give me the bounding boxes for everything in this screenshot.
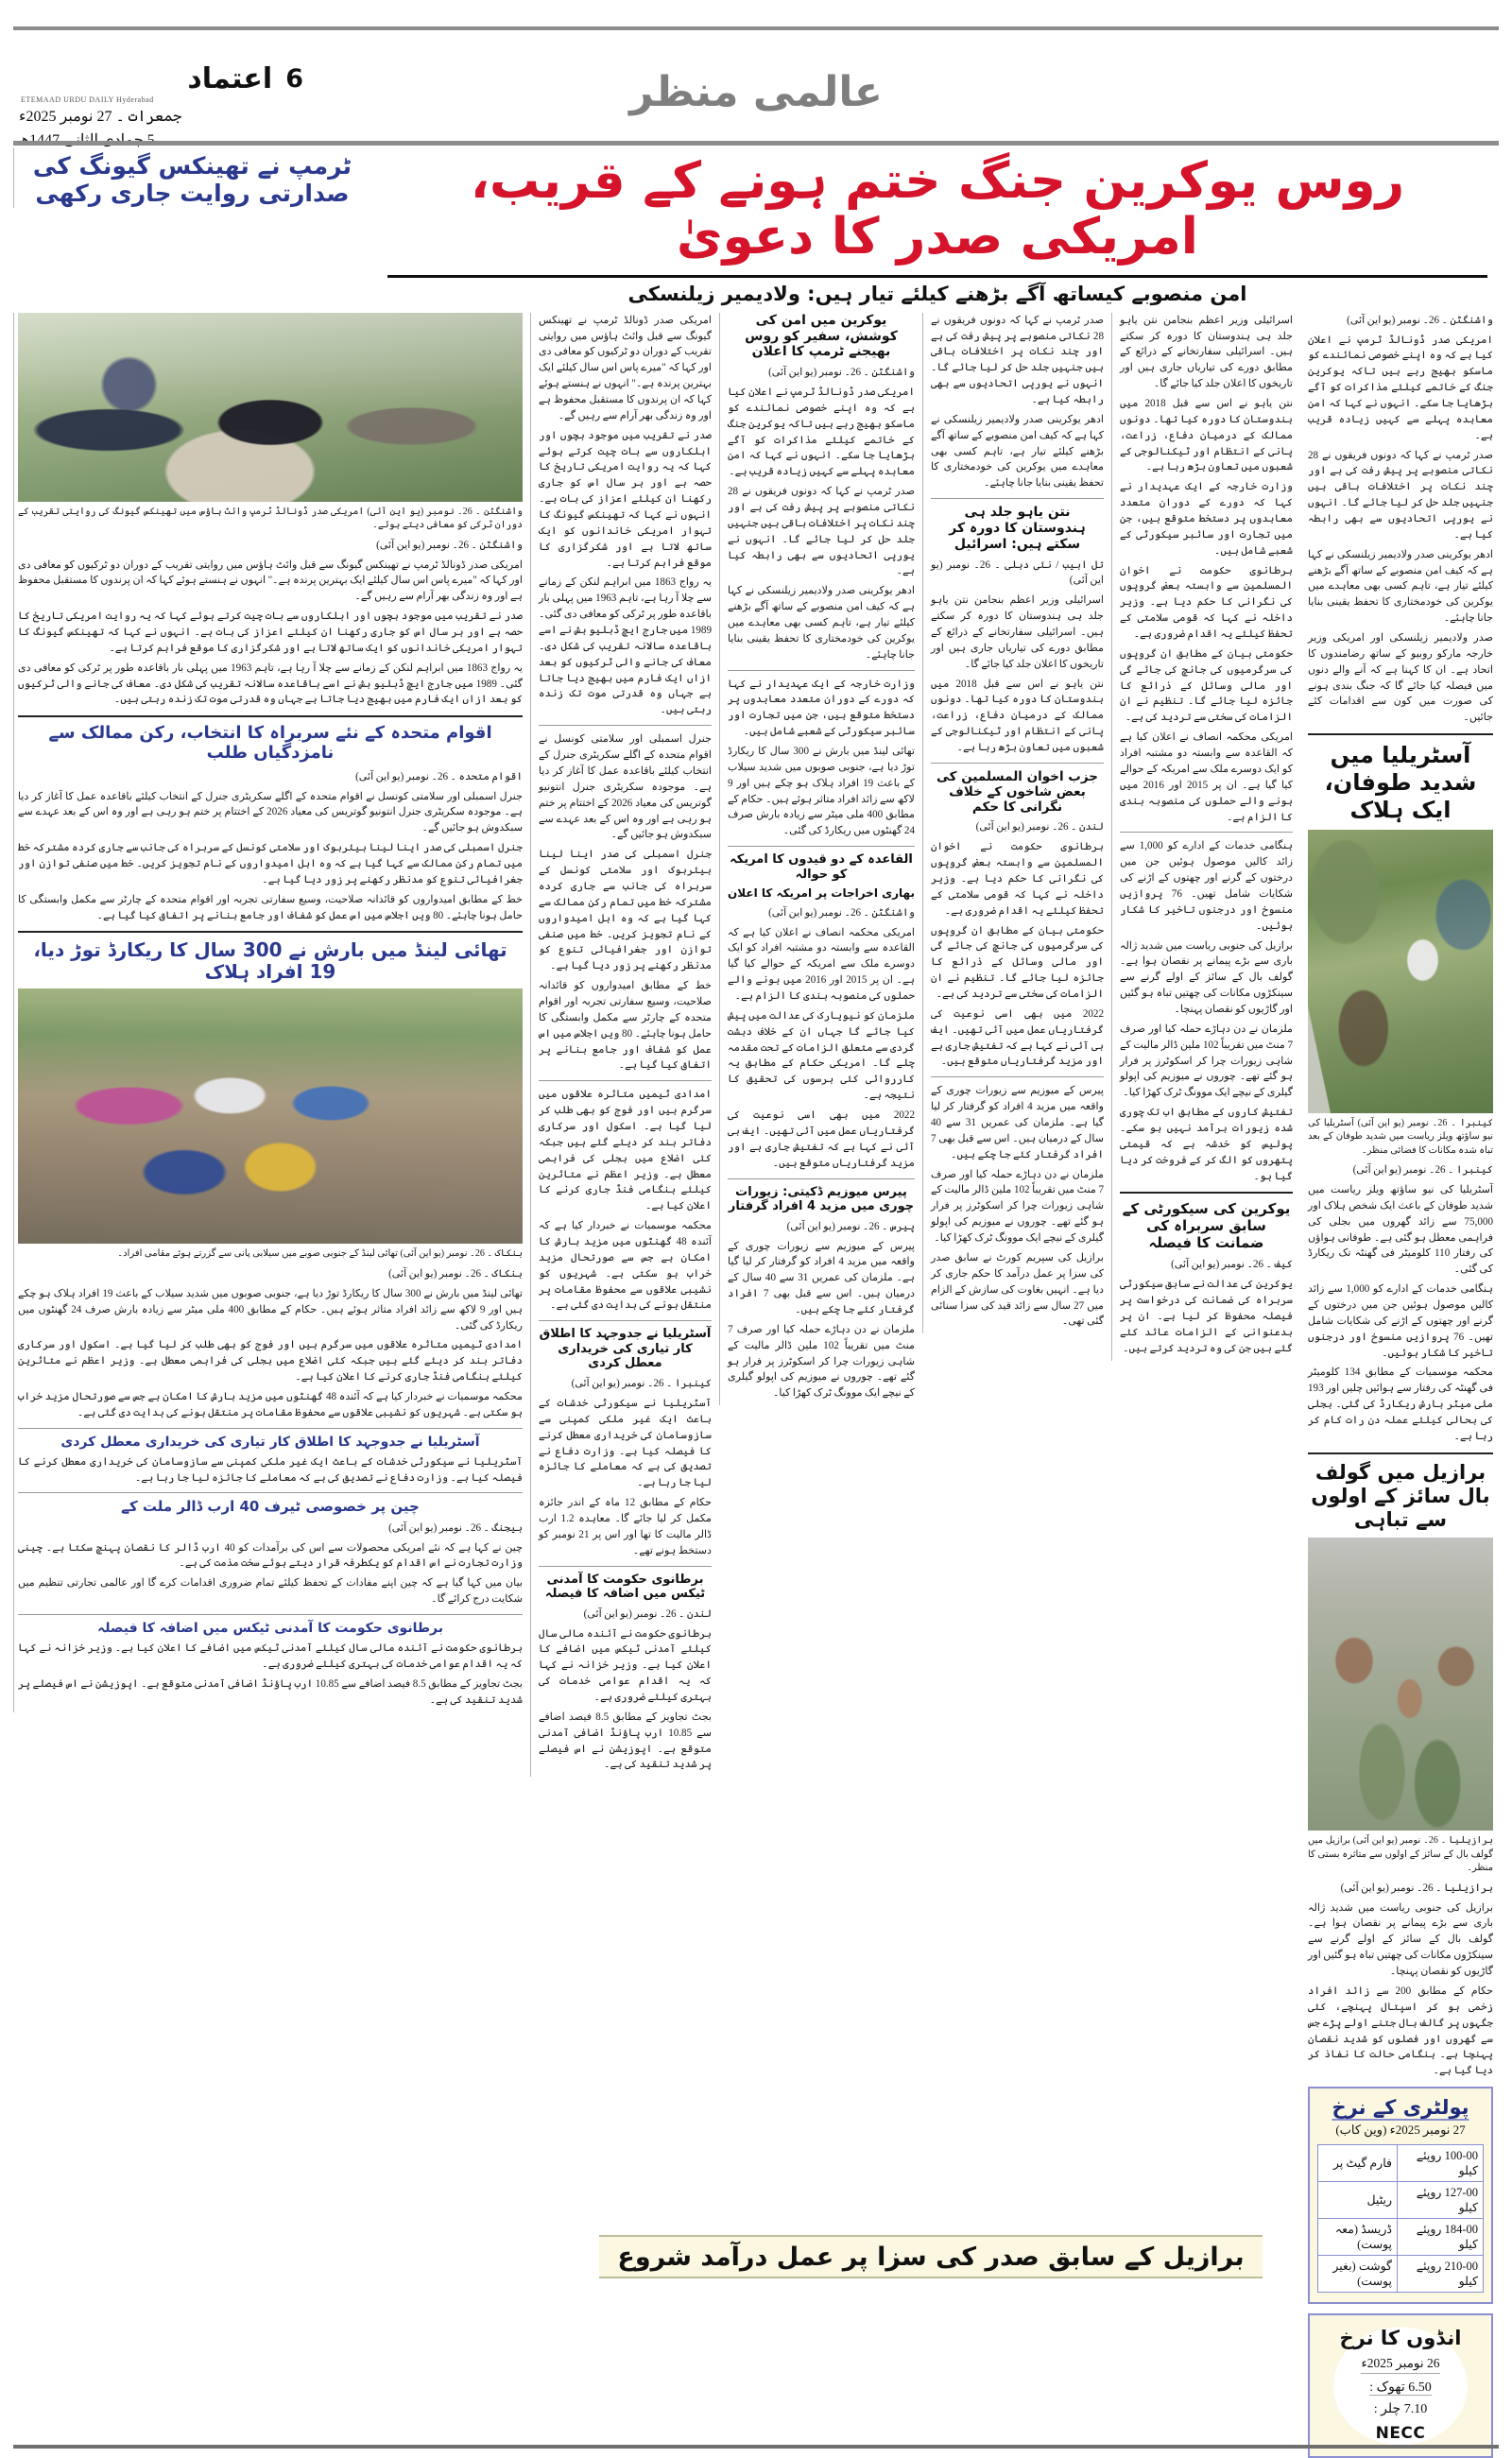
paragraph: ملزمان نے دن دہاڑے حملہ کیا اور صرف 7 منٹ میں تقریباً 102 ملین ڈالر مالیت کے شاہی زیورات چرا کر اسکوٹرز پر فرار ہو گئے تھے۔ چوروں نے میوزیم کی اپولو گیلری کے نیچے ایک موونگ ٹرک کھڑا کیا۔ xyxy=(728,1323,915,1400)
divider xyxy=(539,1080,712,1081)
divider xyxy=(1308,1452,1493,1454)
thailand-flood-caption: بنکاک ۔ 26۔ نومبر (یو این آئی) تھائی لینڈ کے جنوبی صوبے میں سیلابی پانی سے گزرتے ہوئے مقامی افراد۔ xyxy=(117,1248,523,1260)
trump-turkey-photo xyxy=(18,313,523,502)
poultry-price-table xyxy=(1317,2144,1484,2293)
museum-body xyxy=(728,1219,915,1401)
china-headline: چین پر خصوصی ٹیرف 40 ارب ڈالر ملت کے xyxy=(121,1498,420,1516)
column-a xyxy=(1300,313,1499,2458)
top-headline-band xyxy=(13,147,1499,309)
divider xyxy=(18,1492,523,1493)
paragraph: امریکی صدر ڈونالڈ ٹرمپ نے اعلان کیا ہے کہ وہ اپنے خصوصی نمائندے کو ماسکو بھیج رہے ہیں تاکہ یوکرین جنگ کے خاتمے کیلئے مذاکرات کو آگے بڑھایا جا سکے۔ انہوں نے کہا کہ امن معاہدہ پہلے سے کہیں زیادہ قریب ہے۔ xyxy=(728,386,915,478)
divider xyxy=(931,763,1104,764)
brazil-hail-caption: برازیلیا ۔ 26۔ نومبر (یو این آئی) برازیل میں گولف بال کے سائز کے اولوں سے متاثرہ بستی کا منظر۔ xyxy=(1308,1835,1493,1874)
egg-price-box xyxy=(1308,2313,1493,2458)
divider xyxy=(728,1178,915,1179)
egg-retail-value: 7.10 xyxy=(1403,2402,1428,2417)
paragraph: برطانوی حکومت نے آئندہ مالی سال کیلئے آمدنی ٹیکس میں اضافے کا اعلان کیا ہے۔ وزیر خزانہ نے کہا کہ یہ اقدام عوامی خدمات کی بہتری کیلئے ضروری ہے۔ xyxy=(539,1627,712,1703)
ukraine-peace-body xyxy=(728,365,915,662)
paragraph: ہنگامی خدمات کے ادارے کو 1,000 سے زائد کالیں موصول ہوئیں جن میں درختوں کے گرنے اور چھتوں کے اڑنے کی شکایات شامل تھیں۔ 76 پروازیں منسوخ اور درجنوں تاخیر کا شکار ہوئیں۔ xyxy=(1120,840,1293,932)
column-e-thailand xyxy=(539,1087,712,1314)
paragraph: نتن یاہو نے اس سے قبل 2018 میں ہندوستان کا دورہ کیا تھا۔ دونوں ممالک کے درمیان دفاع، زراعت، پانی کے انتظام اور ٹیکنالوجی کے شعبوں میں تعاون بڑھ رہا ہے۔ xyxy=(931,678,1104,754)
alqaeda-headline: القاعدہ کے دو قیدوں کا امریکہ کو حوالہ xyxy=(730,852,913,882)
column-f xyxy=(13,313,530,1712)
paragraph: امریکی محکمہ انصاف نے اعلان کیا ہے کہ القاعدہ سے وابستہ دو مشتبہ افراد کو ایک دوسرے ملک سے امریکہ کے حوالے کیا گیا ہے۔ ان پر 2015 اور 2016 میں ہونے والے حملوں کی منصوبہ بندی کا الزام ہے۔ xyxy=(1120,731,1293,823)
divider xyxy=(931,1076,1104,1077)
poultry-label: فارم گیٹ پر xyxy=(1318,2145,1398,2182)
paragraph: یہ رواج 1863 میں ابراہم لنکن کے زمانے سے چلا آ رہا ہے، تاہم 1963 میں پہلی بار باقاعدہ طور پر ٹرکی کو معافی دی گئی۔ 1989 میں جارج ایچ ڈبلیو بش نے اسے باقاعدہ سالانہ تقریب کی شکل دی۔ معاف کی جانے والی ٹرکیوں کو بعد ازاں ایک فارم میں بھیج دیا جاتا ہے جہاں وہ قدرتی موت تک زندہ رہتی ہیں۔ xyxy=(18,662,524,706)
dateline: بنکاک ۔ 26۔ نومبر (یو این آئی) xyxy=(388,1267,523,1280)
paragraph: امریکی صدر ڈونالڈ ٹرمپ نے تھینکس گیونگ سے قبل وائٹ ہاؤس میں روایتی تقریب کے دوران دو ٹرکیوں کو معافی دی اور کہا کہ "میرے پاس اس سال کیلئے ایک بہترین پرندہ ہے۔" انہوں نے ہنستے ہوئے کہا کہ ان پرندوں کا مستقبل محفوظ ہے اور وہ زندگی بھر آرام سے رہیں گے۔ xyxy=(18,559,523,603)
masthead-top-rule xyxy=(13,26,1499,30)
netanyahu-body xyxy=(931,558,1104,756)
paragraph: آسٹریلیا نے سیکورٹی خدشات کے باعث ایک غیر ملکی کمپنی سے سازوسامان کی خریداری معطل کرنے کا فیصلہ کیا ہے۔ وزارت دفاع نے تصدیق کی ہے کہ معاملے کا جائزہ لیا جا رہا ہے۔ xyxy=(539,1397,712,1489)
logo-latin-subtext: ETEMAAD URDU DAILY Hyderabad xyxy=(21,95,154,104)
paragraph: چین نے کہا ہے کہ نئے امریکی محصولات سے اس کی برآمدات کو 40 ارب ڈالر کا نقصان پہنچ سکتا ہے۔ چینی وزارت تجارت نے اس اقدام کو یکطرفہ قرار دیتے ہوئے سخت مذمت کی ہے۔ xyxy=(18,1541,524,1570)
table-row xyxy=(1318,2145,1484,2182)
dateline: کیف ۔ 26۔ نومبر (یو این آئی) xyxy=(1171,1259,1293,1271)
paragraph: برطانوی حکومت نے اخوان المسلمین سے وابستہ بعض گروپوں کی نگرانی کا حکم دیا ہے۔ وزیر داخلہ نے کہا کہ قومی سلامتی کے تحفظ کیلئے یہ اقدام ضروری ہے۔ xyxy=(1120,564,1293,641)
paragraph: صدر نے تقریب میں موجود بچوں اور اہلکاروں سے بات چیت کرتے ہوئے کہا کہ یہ روایت امریکی تاریخ کا حصہ ہے اور ہر سال اس کو جاری رکھنا ان کیلئے اعزاز کی بات ہے۔ انہوں نے کہا کہ تھینکس گیونگ کا تہوار امریکی خاندانوں کو ایک ساتھ لاتا ہے اور شکرگزاری کا موقع فراہم کرتا ہے۔ xyxy=(18,610,523,654)
column-b-continued xyxy=(1120,838,1293,1184)
column-e-top xyxy=(539,313,712,718)
date-gregorian: جمعرات ۔ 27 نومبر 2025ء xyxy=(19,109,182,125)
paragraph: وزارت خارجہ کے ایک عہدیدار نے کہا کہ دورے کے دوران متعدد معاہدوں پر دستخط متوقع ہیں، جن میں تجارت اور سائبر سیکورٹی کے شعبے شامل ہیں۔ xyxy=(728,678,915,738)
paragraph: پیرس کے میوزیم سے زیورات چوری کے واقعہ میں مزید 4 افراد کو گرفتار کر لیا گیا ہے۔ ملزمان کی عمریں 31 سے 40 سال کے درمیان ہیں۔ اس سے قبل بھی 7 افراد گرفتار کئے جا چکے ہیں۔ xyxy=(728,1240,915,1315)
paragraph: جنرل اسمبلی اور سلامتی کونسل نے اقوام متحدہ کے اگلے سکریٹری جنرل کے انتخاب کیلئے باقاعدہ عمل کا آغاز کر دیا ہے۔ موجودہ سکریٹری جنرل انتونیو گوتریس کی معیاد 2026 کے اختتام پر ختم ہو رہی ہے اور وہ اس کے بعد عہدے سے سبکدوش ہو جائیں گے۔ xyxy=(539,733,712,841)
column-c xyxy=(922,313,1111,1334)
paragraph: جنرل اسمبلی اور سلامتی کونسل نے اقوام متحدہ کے اگلے سکریٹری جنرل کے انتخاب کیلئے باقاعدہ عمل کا آغاز کر دیا ہے۔ موجودہ سکریٹری جنرل انتونیو گوتریس کی معیاد 2026 کے اختتام پر ختم ہو رہی ہے اور وہ اس کے بعد عہدے سے سبکدوش ہو جائیں گے۔ xyxy=(18,790,523,834)
column-b xyxy=(1111,313,1300,1361)
ukraine-peace-col-b xyxy=(1120,313,1293,826)
page-content xyxy=(13,147,1499,2458)
brazil-hail-headline: برازیل میں گولف بال سائز کے اولوں سے تباہی xyxy=(1311,1460,1490,1532)
paragraph: صدر ٹرمپ نے کہا کہ دونوں فریقوں نے 28 نکاتی منصوبے پر پیش رفت کی ہے اور چند نکات پر اختلافات باقی ہیں جنہیں جلد حل کر لیا جائے گا۔ انہوں نے یورپی اتحادیوں سے بھی رابطہ کیا ہے۔ xyxy=(728,486,915,577)
paragraph: خط کے مطابق امیدواروں کو قائدانہ صلاحیت، وسیع سفارتی تجربہ اور اقوام متحدہ کے چارٹر سے مکمل وابستگی کا حامل ہونا چاہئے۔ 80 ویں اجلاس میں اس عمل کو شفاف اور جامع بنانے پر اتفاق کیا گیا ہے۔ xyxy=(18,893,523,921)
paragraph: امدادی ٹیمیں متاثرہ علاقوں میں سرگرم ہیں اور فوج کو بھی طلب کر لیا گیا ہے۔ اسکول اور سرکاری دفاتر بند کر دیئے گئے ہیں جبکہ کئی اضلاع میں بجلی کی فراہمی معطل ہے۔ وزیر اعظم نے متاثرین کیلئے ہنگامی فنڈ جاری کرنے کا اعلان کیا ہے۔ xyxy=(539,1089,712,1212)
poultry-value: 184-00 روپئے کیلو xyxy=(1398,2219,1484,2256)
museum-headline: پیرس میوزیم ڈکیتی: زیورات چوری میں مزید 4 افراد گرفتار xyxy=(728,1184,915,1214)
paragraph: جنرل اسمبلی کی صدر اینا لینا بیئربوک اور سلامتی کونسل کے سربراہ کی جانب سے جاری کردہ مشترکہ خط میں تمام رکن ممالک سے کہا گیا ہے کہ وہ اہل امیدواروں کے نام تجویز کریں۔ خط میں صنفی توازن اور جغرافیائی تنوع کو مدنظر رکھنے پر زور دیا گیا ہے۔ xyxy=(539,849,712,972)
dateline: لندن ۔ 26۔ نومبر (یو این آئی) xyxy=(975,821,1104,834)
australia-suspend-headline: آسٹریلیا نے جدوجہد کا اطلاق کار تیاری کی خریداری معطل کردی xyxy=(539,1327,712,1371)
trump-turkey-caption: واشنگٹن ۔ 26۔ نومبر (یو این آئی) امریکی صدر ڈونالڈ ٹرمپ وائٹ ہاؤس میں تھینکس گیونگ کی روایتی تقریب کے دوران ٹرکی کو معافی دیتے ہوئے۔ xyxy=(18,506,524,531)
alqaeda-subheadline: بھاری اخراجات پر امریکہ کا اعلان xyxy=(728,886,915,901)
australia-suspend-body xyxy=(539,1376,712,1558)
page-bottom-rule xyxy=(13,2445,1499,2449)
australia-storm-body xyxy=(1308,1162,1493,1445)
egg-wholesale-value: 6.50 xyxy=(1408,2381,1432,2396)
dateline: کینبرا ۔ 26۔ نومبر (یو این آئی) xyxy=(1352,1164,1493,1177)
ukraine-security-headline: یوکرین کی سیکورٹی کے سابق سربراہ کی ضمانت کا فیصلہ xyxy=(1122,1200,1291,1252)
poultry-title-text: پولٹری کے نرخ xyxy=(1332,2096,1469,2120)
britain-headline-2: برطانوی حکومت کا آمدنی ٹیکس میں اضافہ کا فیصلہ xyxy=(97,1621,443,1637)
paragraph: امریکی محکمہ انصاف نے اعلان کیا ہے کہ القاعدہ سے وابستہ دو مشتبہ افراد کو ایک دوسرے ملک سے امریکہ کے حوالے کیا گیا ہے۔ ان پر 2015 اور 2016 میں ہونے والے حملوں کی منصوبہ بندی کا الزام ہے۔ xyxy=(728,926,915,1003)
un-headline: اقوام متحدہ کے نئے سربراہ کا انتخاب، رکن ممالک سے نامزدگیاں طلب xyxy=(48,723,492,763)
paragraph: 2022 میں بھی اسی نوعیت کی گرفتاریاں عمل میں آئی تھیں۔ ایف بی آئی نے کہا ہے کہ تفتیش جاری ہے اور مزید گرفتاریاں متوقع ہیں۔ xyxy=(728,1109,915,1169)
paragraph: صدر نے تقریب میں موجود بچوں اور اہلکاروں سے بات چیت کرتے ہوئے کہا کہ یہ روایت امریکی تاریخ کا حصہ ہے اور ہر سال اس کو جاری رکھنا ان کیلئے اعزاز کی بات ہے۔ انہوں نے کہا کہ تھینکس گیونگ کا تہوار امریکی خاندانوں کو ایک ساتھ لاتا ہے اور شکرگزاری کا موقع فراہم کرتا ہے۔ xyxy=(539,429,712,569)
dateline: واشنگٹن ۔ 26۔ نومبر (یو این آئی) xyxy=(376,539,523,551)
paragraph: برازیل کی سپریم کورٹ نے سابق صدر کی سزا پر عمل درآمد کا حکم جاری کر دیا ہے۔ انہیں بغاوت کی سازش کے الزام میں 27 سال سے زائد قید کی سزا سنائی گئی تھی۔ xyxy=(931,1251,1104,1328)
divider xyxy=(539,1320,712,1321)
ukraine-peace-col-a xyxy=(1308,313,1493,726)
poultry-label: ریٹیل xyxy=(1318,2182,1398,2219)
divider xyxy=(539,725,712,726)
divider xyxy=(728,670,915,671)
column-d-mid xyxy=(728,677,915,840)
paragraph: حکومتی بیان کے مطابق ان گروپوں کی سرگرمیوں کی جانچ کی جائے گی اور مالی وسائل کے ذرائع کا جائزہ لیا جائے گا۔ تنظیم نے ان الزامات کی سختی سے تردید کی ہے۔ xyxy=(931,924,1104,1001)
main-columns xyxy=(13,313,1499,2458)
dateline: برازیلیا ۔ 26۔ نومبر (یو این آئی) xyxy=(1340,1882,1493,1894)
ukraine-security-body xyxy=(1120,1257,1293,1356)
netanyahu-headline: نتن یاہو جلد ہی ہندوستان کا دورہ کر سکتے ہیں: اسرائیل xyxy=(949,505,1086,552)
china-body xyxy=(18,1521,523,1607)
egg-wholesale-label: تھوک : xyxy=(1369,2381,1405,2396)
paragraph: اسرائیلی وزیر اعظم بنجامن نتن یاہو جلد ہی ہندوستان کا دورہ کر سکتے ہیں۔ اسرائیلی سفارتخانے کے ذرائع کے مطابق دورے کی تیاریاں جاری ہیں اور تاریخوں کا اعلان جلد کیا جائے گا۔ xyxy=(931,594,1104,670)
paragraph: ادھر یوکرینی صدر ولادیمیر زیلنسکی نے کہا ہے کہ کیف امن منصوبے کے ساتھ آگے بڑھنے کیلئے تیار ہے، تاہم کسی بھی معاہدے میں یوکرین کی خودمختاری کا تحفظ یقینی بنایا جانا چاہئے۔ xyxy=(1308,548,1493,625)
paragraph: تھائی لینڈ میں بارش نے 300 سال کا ریکارڈ توڑ دیا ہے، جنوبی صوبوں میں شدید سیلاب کے باعث 19 افراد ہلاک ہو چکے ہیں اور 9 لاکھ سے زائد افراد متاثر ہوئے ہیں۔ حکام کے مطابق 400 ملی میٹر سے زیادہ بارش صرف 24 گھنٹوں میں ریکارڈ کی گئی۔ xyxy=(18,1287,524,1332)
paragraph: امریکی صدر ڈونالڈ ٹرمپ نے اعلان کیا ہے کہ وہ اپنے خصوصی نمائندے کو ماسکو بھیج رہے ہیں تاکہ یوکرین جنگ کے خاتمے کیلئے مذاکرات کو آگے بڑھایا جا سکے۔ انہوں نے کہا کہ امن معاہدہ پہلے سے کہیں زیادہ قریب ہے۔ xyxy=(1308,334,1493,441)
australia-storm-photo xyxy=(1308,830,1493,1113)
date-hijri: 5 جمادی الثانی 1447ھ xyxy=(19,131,155,148)
paragraph: محکمہ موسمیات نے خبردار کیا ہے کہ آئندہ 48 گھنٹوں میں مزید بارش کا امکان ہے جس سے صورتحال مزید خراب ہو سکتی ہے۔ شہریوں کو نشیبی علاقوں سے محفوظ مقامات پر منتقل ہونے کی ہدایت دی گئی ہے۔ xyxy=(539,1220,712,1312)
paragraph: بیان میں کہا گیا ہے کہ چین اپنے مفادات کے تحفظ کیلئے تمام ضروری اقدامات کرے گا اور عالمی تجارتی تنظیم میں شکایت درج کرائے گا۔ xyxy=(18,1577,523,1606)
britain-body-2 xyxy=(18,1641,523,1708)
lead-headline: روس یوکرین جنگ ختم ہونے کے قریب، امریکی صدر کا دعویٰ xyxy=(470,152,1405,266)
masthead xyxy=(13,26,1499,147)
dateline: کینبرا ۔ 26۔ نومبر (یو این آئی) xyxy=(571,1378,712,1390)
paragraph: امدادی ٹیمیں متاثرہ علاقوں میں سرگرم ہیں اور فوج کو بھی طلب کر لیا گیا ہے۔ اسکول اور سرکاری دفاتر بند کر دیئے گئے ہیں جبکہ کئی اضلاع میں بجلی کی فراہمی معطل ہے۔ وزیر اعظم نے متاثرین کیلئے ہنگامی فنڈ جاری کرنے کا اعلان کیا ہے۔ xyxy=(18,1339,523,1384)
ukraine-peace-headline: یوکرین میں امن کی کوشش، سفیر کو روس بھیجنے ٹرمپ کا اعلان xyxy=(745,312,898,360)
paragraph: بجٹ تجاویز کے مطابق 8.5 فیصد اضافے سے 10.85 ارب پاؤنڈ اضافی آمدنی متوقع ہے۔ اپوزیشن نے اس فیصلے پر شدید تنقید کی ہے۔ xyxy=(539,1710,712,1771)
paragraph: آسٹریلیا کی نیو ساؤتھ ویلز ریاست میں شدید طوفان کے باعث ایک شخص ہلاک اور 75,000 سے زائد گھروں میں بجلی کی فراہمی معطل ہو گئی ہے۔ طوفانی ہواؤں کی رفتار 110 کلومیٹر فی گھنٹہ تک ریکارڈ کی گئی۔ xyxy=(1308,1183,1493,1276)
paragraph: حکام کے مطابق 200 سے زائد افراد زخمی ہو کر اسپتال پہنچے، کئی جگہوں پر گالف بال جتنے اولے پڑے جس سے گھروں اور فصلوں کو شدید نقصان پہنچا ہے۔ ہنگامی حالت کا نفاذ کر دیا گیا ہے۔ xyxy=(1308,1985,1493,2077)
page-number: 6 xyxy=(285,64,302,94)
paragraph: وزارت خارجہ کے ایک عہدیدار نے کہا کہ دورے کے دوران متعدد معاہدوں پر دستخط متوقع ہیں، جن میں تجارت اور سائبر سیکورٹی کے شعبے شامل ہیں۔ xyxy=(1120,481,1293,557)
egg-box-title: انڈوں کا نرخ xyxy=(1339,2327,1462,2350)
brazil-hail-body xyxy=(1308,1881,1493,2079)
trump-headline: ٹرمپ نے تھینکس گیونگ کی صدارتی روایت جاری رکھی xyxy=(32,152,352,207)
thailand-body xyxy=(18,1266,523,1421)
divider xyxy=(728,846,915,847)
dateline: لندن ۔ 26۔ نومبر (یو این آئی) xyxy=(583,1607,712,1620)
dateline: واشنگٹن ۔ 26۔ نومبر (یو این آئی) xyxy=(768,367,915,379)
trump-headline-block xyxy=(13,147,374,208)
dateline: پیرس ۔ 26۔ نومبر (یو این آئی) xyxy=(786,1220,915,1232)
paragraph: برازیل کی جنوبی ریاست میں شدید ژالہ باری سے بڑے پیمانے پر نقصان ہوا ہے۔ گولف بال کے سائز کے اولے گرنے سے سینکڑوں مکانات کی چھتیں تباہ ہو گئیں اور گاڑیوں کو نقصان پہنچا۔ xyxy=(1308,1901,1493,1978)
paragraph: صدر ٹرمپ نے کہا کہ دونوں فریقوں نے 28 نکاتی منصوبے پر پیش رفت کی ہے اور چند نکات پر اختلافات باقی ہیں جنہیں جلد حل کر لیا جائے گا۔ انہوں نے یورپی اتحادیوں سے بھی رابطہ کیا ہے۔ xyxy=(931,314,1104,406)
trump-body xyxy=(18,538,523,709)
britain-headline: برطانوی حکومت کا آمدنی ٹیکس میں اضافہ کا فیصلہ xyxy=(544,1572,706,1602)
australia-suspend-body-2 xyxy=(18,1454,523,1487)
poultry-box-title xyxy=(1317,2096,1484,2119)
poultry-value: 100-00 روپئے کیلو xyxy=(1398,2145,1484,2182)
paragraph: تفتیش کاروں کے مطابق اب تک چوری شدہ زیورات برآمد نہیں ہو سکے۔ پولیس کو خدشہ ہے کہ قیمتی پتھروں کو الگ کر کے فروخت کر دیا گیا ہو۔ xyxy=(1120,1107,1293,1182)
egg-box-inner xyxy=(1317,2327,1484,2443)
divider xyxy=(1308,733,1493,735)
divider xyxy=(18,1614,523,1615)
paragraph: نتن یاہو نے اس سے قبل 2018 میں ہندوستان کا دورہ کیا تھا۔ دونوں ممالک کے درمیان دفاع، زراعت، پانی کے انتظام اور ٹیکنالوجی کے شعبوں میں تعاون بڑھ رہا ہے۔ xyxy=(1120,398,1293,473)
paragraph: ملزمان نے دن دہاڑے حملہ کیا اور صرف 7 منٹ میں تقریباً 102 ملین ڈالر مالیت کے شاہی زیورات چرا کر اسکوٹرز پر فرار ہو گئے تھے۔ چوروں نے میوزیم کی اپولو گیلری کے نیچے ایک موونگ ٹرک کھڑا کیا۔ xyxy=(931,1168,1104,1245)
paragraph: صدر ولادیمیر زیلنسکی اور امریکی وزیر خارجہ مارکو روبیو کے ساتھ رضامندوں کا اتحاد ہے۔ ان کا کہنا ہے کہ آنے والے دنوں میں فیصلہ کیا جائے گا کہ جنگ بندی ہونے کی صورت میں کون سے اقدامات کئے جائیں۔ xyxy=(1308,632,1493,724)
un-body xyxy=(18,769,523,924)
divider xyxy=(539,1566,712,1567)
japan-body xyxy=(931,819,1104,1070)
egg-source-necc: NECC xyxy=(1375,2424,1426,2444)
australia-suspend-headline-2: آسٹریلیا نے جدوجہد کا اطلاق کار تیاری کی خریداری معطل کردی xyxy=(60,1434,480,1450)
poultry-value: 127-00 روپئے کیلو xyxy=(1398,2182,1484,2219)
table-row xyxy=(1318,2219,1484,2256)
section-title: عالمی منظر xyxy=(629,68,883,116)
paragraph: ملزمان نے دن دہاڑے حملہ کیا اور صرف 7 منٹ میں تقریباً 102 ملین ڈالر مالیت کے شاہی زیورات چرا کر اسکوٹرز پر فرار ہو گئے تھے۔ چوروں نے میوزیم کی اپولو گیلری کے نیچے ایک موونگ ٹرک کھڑا کیا۔ xyxy=(1120,1023,1293,1099)
australia-storm-caption: کینبرا ۔ 26۔ نومبر (یو این آئی) آسٹریلیا کی نیو ساؤتھ ویلز ریاست میں شدید طوفان کے بعد تباہ شدہ مکانات کا فضائی منظر۔ xyxy=(1308,1117,1494,1156)
paragraph: آسٹریلیا نے سیکورٹی خدشات کے باعث ایک غیر ملکی کمپنی سے سازوسامان کی خریداری معطل کرنے کا فیصلہ کیا ہے۔ وزارت دفاع نے تصدیق کی ہے کہ معاملے کا جائزہ لیا جا رہا ہے۔ xyxy=(18,1455,523,1484)
column-c-bottom xyxy=(931,1083,1104,1330)
paragraph: ملزمان کو نیویارک کی عدالت میں پیش کیا جائے گا جہاں ان کے خلاف دہشت گردی سے متعلق الزامات کے تحت مقدمہ چلے گا۔ امریکی حکام کے مطابق یہ کارروائی کئی برسوں کی تحقیق کا نتیجہ ہے۔ xyxy=(728,1009,915,1102)
poultry-value: 210-00 روپئے کیلو xyxy=(1398,2256,1484,2293)
paragraph: ادھر یوکرینی صدر ولادیمیر زیلنسکی نے کہا ہے کہ کیف امن منصوبے کے ساتھ آگے بڑھنے کیلئے تیار ہے، تاہم کسی بھی معاہدے میں یوکرین کی خودمختاری کا تحفظ یقینی بنایا جانا چاہئے۔ xyxy=(728,585,915,661)
divider xyxy=(1120,1192,1293,1194)
paragraph: برطانوی حکومت نے اخوان المسلمین سے وابستہ بعض گروپوں کی نگرانی کا حکم دیا ہے۔ وزیر داخلہ نے کہا کہ قومی سلامتی کے تحفظ کیلئے یہ اقدام ضروری ہے۔ xyxy=(931,841,1104,917)
egg-retail-label: چلر : xyxy=(1373,2402,1401,2417)
brazil-trial-band xyxy=(599,2235,1263,2278)
egg-wholesale-row xyxy=(1317,2380,1484,2396)
paragraph: بجٹ تجاویز کے مطابق 8.5 فیصد اضافے سے 10.85 ارب پاؤنڈ اضافی آمدنی متوقع ہے۔ اپوزیشن نے اس فیصلے پر شدید تنقید کی ہے۔ xyxy=(18,1677,523,1706)
paragraph: برازیل کی جنوبی ریاست میں شدید ژالہ باری سے بڑے پیمانے پر نقصان ہوا ہے۔ گولف بال کے سائز کے اولے گرنے سے سینکڑوں مکانات کی چھتیں تباہ ہو گئیں اور گاڑیوں کو نقصان پہنچا۔ xyxy=(1120,939,1293,1015)
paragraph: اسرائیلی وزیر اعظم بنجامن نتن یاہو جلد ہی ہندوستان کا دورہ کر سکتے ہیں۔ اسرائیلی سفارتخانے کے ذرائع کے مطابق دورے کی تیاریاں جاری ہیں اور تاریخوں کا اعلان جلد کیا جائے گا۔ xyxy=(1120,314,1293,390)
paragraph: یوکرین کی عدالت نے سابق سیکورٹی سربراہ کی ضمانت کی درخواست پر فیصلہ محفوظ کر لیا ہے۔ ان پر بدعنوانی کے الزامات عائد کئے گئے ہیں جن کی وہ تردید کرتے ہیں۔ xyxy=(1120,1279,1293,1354)
paragraph: محکمہ موسمیات کے مطابق 134 کلومیٹر فی گھنٹہ کی رفتار سے ہوائیں چلیں اور 193 ملی میٹر بارش ریکارڈ کی گئی۔ بجلی کی بحالی کیلئے عملہ دن رات کام کر رہا ہے۔ xyxy=(1308,1367,1493,1442)
thailand-headline: تھائی لینڈ میں بارش نے 300 سال کا ریکارڈ توڑ دیا، 19 افراد ہلاک xyxy=(33,938,507,984)
paragraph: پیرس کے میوزیم سے زیورات چوری کے واقعہ میں مزید 4 افراد کو گرفتار کر لیا گیا ہے۔ ملزمان کی عمریں 31 سے 40 سال کے درمیان ہیں۔ اس سے قبل بھی 7 افراد گرفتار کئے جا چکے ہیں۔ xyxy=(931,1085,1104,1160)
australia-storm-headline: آسٹریلیا میں شدید طوفان، ایک ہلاک xyxy=(1324,742,1477,823)
paragraph: حکام کے مطابق 12 ماہ کے اندر جائزہ مکمل کر لیا جائے گا۔ معاہدہ 1.2 ارب ڈالر مالیت کا تھا اور اس پر 21 نومبر کو دستخط ہونے تھے۔ xyxy=(539,1497,712,1556)
poultry-price-box xyxy=(1308,2087,1493,2304)
divider xyxy=(18,715,523,717)
divider xyxy=(931,498,1104,499)
divider xyxy=(18,1428,523,1429)
dateline: بیجنگ ۔ 26۔ نومبر (یو این آئی) xyxy=(388,1521,523,1534)
paragraph: امریکی صدر ڈونالڈ ٹرمپ نے تھینکس گیونگ سے قبل وائٹ ہاؤس میں روایتی تقریب کے دوران دو ٹرکیوں کو معافی دی اور کہا کہ "میرے پاس اس سال کیلئے ایک بہترین پرندہ ہے۔" انہوں نے ہنستے ہوئے کہا کہ ان پرندوں کا مستقبل محفوظ ہے اور وہ زندگی بھر آرام سے رہیں گے۔ xyxy=(539,314,712,421)
paragraph: 2022 میں بھی اسی نوعیت کی گرفتاریاں عمل میں آئی تھیں۔ ایف بی آئی نے کہا ہے کہ تفتیش جاری ہے اور مزید گرفتاریاں متوقع ہیں۔ xyxy=(931,1007,1104,1068)
dateline: تل ابیب / نئی دہلی ۔ 26۔ نومبر (یو این آئی) xyxy=(931,559,1104,587)
paragraph: صدر ٹرمپ نے کہا کہ دونوں فریقوں نے 28 نکاتی منصوبے پر پیش رفت کی ہے اور چند نکات پر اختلافات باقی ہیں جنہیں جلد حل کر لیا جائے گا۔ انہوں نے یورپی اتحادیوں سے بھی رابطہ کیا ہے۔ xyxy=(1308,449,1493,541)
divider xyxy=(1120,832,1293,833)
poultry-label: گوشت (بغیر پوست) xyxy=(1318,2256,1398,2293)
paragraph: یہ رواج 1863 میں ابراہم لنکن کے زمانے سے چلا آ رہا ہے، تاہم 1963 میں پہلی بار باقاعدہ طور پر ٹرکی کو معافی دی گئی۔ 1989 میں جارج ایچ ڈبلیو بش نے اسے باقاعدہ سالانہ تقریب کی شکل دی۔ معاف کی جانے والی ٹرکیوں کو بعد ازاں ایک فارم میں بھیج دیا جاتا ہے جہاں وہ قدرتی موت تک زندہ رہتی ہیں۔ xyxy=(539,576,712,716)
paragraph: برطانوی حکومت نے آئندہ مالی سال کیلئے آمدنی ٹیکس میں اضافے کا اعلان کیا ہے۔ وزیر خزانہ نے کہا کہ یہ اقدام عوامی خدمات کی بہتری کیلئے ضروری ہے۔ xyxy=(18,1642,523,1670)
poultry-label: ڈریسڈ (معہ پوست) xyxy=(1318,2219,1398,2256)
egg-retail-row xyxy=(1317,2401,1484,2417)
paragraph: تھائی لینڈ میں بارش نے 300 سال کا ریکارڈ توڑ دیا ہے، جنوبی صوبوں میں شدید سیلاب کے باعث 19 افراد ہلاک ہو چکے ہیں اور 9 لاکھ سے زائد افراد متاثر ہوئے ہیں۔ حکام کے مطابق 400 ملی میٹر سے زیادہ بارش صرف 24 گھنٹوں میں ریکارڈ کی گئی۔ xyxy=(728,746,916,837)
brazil-trial-headline: برازیل کے سابق صدر کی سزا پر عمل درآمد شروع xyxy=(617,2242,1245,2272)
column-e-un xyxy=(539,731,712,1074)
dateline: واشنگٹن ۔ 26۔ نومبر (یو این آئی) xyxy=(768,906,915,919)
table-row xyxy=(1318,2182,1484,2219)
lead-subheadline: امن منصوبے کیساتھ آگے بڑھنے کیلئے تیار ہیں: ولادیمیر زیلنسکی xyxy=(387,275,1487,305)
column-d xyxy=(719,313,922,1405)
paragraph: حکومتی بیان کے مطابق ان گروپوں کی سرگرمیوں کی جانچ کی جائے گی اور مالی وسائل کے ذرائع کا جائزہ لیا جائے گا۔ تنظیم نے ان الزامات کی سختی سے تردید کی ہے۔ xyxy=(1120,647,1293,724)
dateline: اقوام متحدہ ۔ 26۔ نومبر (یو این آئی) xyxy=(355,770,523,782)
masthead-bottom-rule xyxy=(13,141,1499,146)
poultry-box-date: 27 نومبر 2025ء (وین کاب) xyxy=(1335,2123,1466,2138)
newspaper-page xyxy=(0,26,1512,2444)
table-row xyxy=(1318,2256,1484,2293)
alqaeda-body xyxy=(728,905,915,1172)
logo-text: اعتماد xyxy=(187,62,273,95)
dateline: واشنگٹن ۔ 26۔ نومبر (یو این آئی) xyxy=(1347,314,1493,326)
thailand-flood-photo xyxy=(18,988,523,1244)
column-c-top xyxy=(931,313,1104,491)
egg-box-date: 26 نومبر 2025ء xyxy=(1361,2356,1439,2374)
paragraph: ہنگامی خدمات کے ادارے کو 1,000 سے زائد کالیں موصول ہوئیں جن میں درختوں کے گرنے اور چھتوں کے اڑنے کی شکایات شامل تھیں۔ 76 پروازیں منسوخ اور درجنوں تاخیر کا شکار ہوئیں۔ xyxy=(1308,1283,1493,1359)
paragraph: ادھر یوکرینی صدر ولادیمیر زیلنسکی نے کہا ہے کہ کیف امن منصوبے کے ساتھ آگے بڑھنے کیلئے تیار ہے، تاہم کسی بھی معاہدے میں یوکرین کی خودمختاری کا تحفظ یقینی بنایا جانا چاہئے۔ xyxy=(931,413,1104,490)
divider xyxy=(18,931,523,933)
column-e xyxy=(530,313,719,1778)
paragraph: جنرل اسمبلی کی صدر اینا لینا بیئربوک اور سلامتی کونسل کے سربراہ کی جانب سے جاری کردہ مشترکہ خط میں تمام رکن ممالک سے کہا گیا ہے کہ وہ اہل امیدواروں کے نام تجویز کریں۔ خط میں صنفی توازن اور جغرافیائی تنوع کو مدنظر رکھنے پر زور دیا گیا ہے۔ xyxy=(18,842,523,885)
paragraph: محکمہ موسمیات نے خبردار کیا ہے کہ آئندہ 48 گھنٹوں میں مزید بارش کا امکان ہے جس سے صورتحال مزید خراب ہو سکتی ہے۔ شہریوں کو نشیبی علاقوں سے محفوظ مقامات پر منتقل ہونے کی ہدایت دی گئی ہے۔ xyxy=(18,1390,523,1418)
lead-headline-block xyxy=(374,147,1499,309)
britain-body xyxy=(539,1607,712,1774)
japan-headline: جزب اخوان المسلمین کی بعض شاخوں کے خلاف نگرانی کا حکم xyxy=(936,768,1098,816)
brazil-hail-photo xyxy=(1308,1538,1493,1831)
paragraph: خط کے مطابق امیدواروں کو قائدانہ صلاحیت، وسیع سفارتی تجربہ اور اقوام متحدہ کے چارٹر سے مکمل وابستگی کا حامل ہونا چاہئے۔ 80 ویں اجلاس میں اس عمل کو شفاف اور جامع بنانے پر اتفاق کیا گیا ہے۔ xyxy=(539,980,712,1072)
